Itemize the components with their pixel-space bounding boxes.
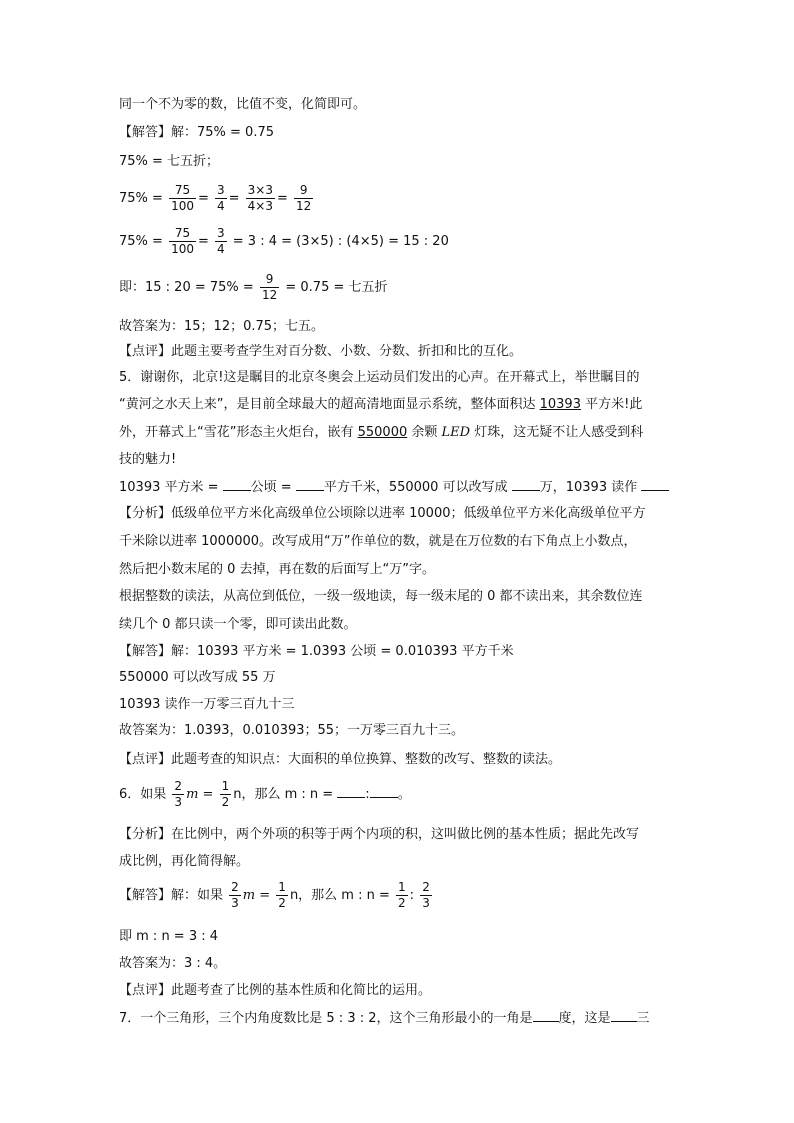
numerator: 3 — [217, 183, 225, 197]
answer-blank — [370, 785, 398, 798]
numerator: 1 — [398, 880, 406, 894]
denominator: 4 — [217, 199, 225, 213]
numerator: 75 — [169, 183, 196, 199]
answer-blank — [337, 785, 365, 798]
math-text: m = — [242, 888, 271, 903]
analysis-line: 成比例，再化简得解。 — [119, 854, 250, 869]
fraction — [172, 779, 184, 810]
text-line: 75% = 七五折； — [119, 154, 220, 169]
answer-line: 即 m : n = 3 : 4 — [119, 929, 219, 944]
denominator: 100 — [171, 242, 194, 256]
question-5-text — [119, 424, 643, 442]
answer-blank — [611, 1009, 637, 1022]
question-7-text — [119, 1009, 650, 1028]
fraction — [215, 226, 227, 257]
text-span: 公顷 = — [250, 480, 292, 495]
denominator: 12 — [296, 199, 312, 213]
text-span: 平方米!此 — [580, 397, 643, 412]
text-span: 度，这是 — [558, 1011, 611, 1026]
text-span: “黄河之水天上来”，是目前全球最大的超高清地面显示系统，整体面积达 — [119, 397, 540, 412]
fraction — [276, 880, 288, 911]
text-span: 6．如果 — [119, 787, 167, 802]
analysis-line: 【分析】在比例中，两个外项的积等于两个内项的积，这叫做比例的基本性质；据此先改写 — [119, 827, 640, 842]
question-6-text — [119, 778, 411, 812]
fraction — [420, 880, 432, 911]
denominator: 12 — [261, 288, 278, 302]
text-span: 三 — [636, 1011, 650, 1026]
text-span: n，那么 m : n = — [233, 787, 334, 802]
analysis-line: 【分析】低级单位平方米化高级单位公顷除以进率 10000；低级单位平方米化高级单位平方 — [119, 506, 646, 521]
equation-line: 75% = $\frac{75}{100}$ = $\frac{3}{4}$ = $\frac{3\times 3}{4\times 3}$ = $\frac{9}{12}$ — [119, 183, 312, 213]
equation-text: = 3 : 4 = (3×5) : (4×5) = 15 : 20 — [232, 234, 449, 249]
text-span: n，那么 m : n = — [289, 888, 390, 903]
numerator: 2 — [174, 779, 183, 793]
math-text: m = — [186, 787, 214, 802]
denominator: 4×3 — [247, 199, 273, 213]
analysis-line: 根据整数的读法，从高位到低位，一级一级地读，每一级末尾的 0 都不读出来，其余数位连 — [119, 589, 643, 604]
denominator: 4 — [217, 242, 225, 256]
fraction — [229, 880, 241, 911]
answer-line: 10393 读作一万零三百九十三 — [119, 697, 295, 712]
denominator: 3 — [231, 896, 239, 910]
fraction — [220, 779, 232, 810]
underlined-number: 10393 — [539, 397, 581, 412]
answer-blank — [533, 1009, 559, 1022]
question-5-prompt — [119, 478, 669, 497]
denominator: 2 — [398, 896, 406, 910]
text-span: 平方千米，550000 可以改写成 — [323, 480, 508, 495]
numerator: 3 — [217, 226, 225, 240]
denominator: 100 — [171, 199, 194, 213]
text-span: : — [365, 787, 370, 802]
question-5-text: 技的魅力! — [119, 452, 177, 467]
fraction — [215, 183, 227, 214]
analysis-line: 然后把小数末尾的 0 去掉，再在数的后面写上“万”字。 — [119, 562, 436, 577]
text-span: 【解答】解：如果 — [119, 888, 224, 903]
analysis-line: 续几个 0 都只读一个零，即可读出此数。 — [119, 617, 357, 632]
fraction — [169, 183, 196, 214]
denominator: 3 — [422, 896, 430, 910]
answer-line — [119, 879, 434, 913]
comment-line: 【点评】此题考查了比例的基本性质和化简比的运用。 — [119, 983, 432, 998]
fraction — [260, 272, 279, 303]
question-5-text — [119, 396, 642, 414]
text-span: 万，10393 读作 — [539, 480, 638, 495]
answer-summary: 故答案为：1.0393，0.010393；55；一万零三百九十三。 — [119, 723, 465, 738]
comment-line: 【点评】此题主要考查学生对百分数、小数、分数、折扣和比的互化。 — [119, 344, 523, 359]
numerator: 2 — [231, 880, 239, 894]
denominator: 2 — [221, 795, 230, 809]
text-span: 7．一个三角形，三个内角度数比是 5 : 3 : 2，这个三角形最小的一角是 — [119, 1011, 533, 1026]
answer-blank — [296, 478, 324, 491]
denominator: 2 — [278, 896, 286, 910]
fraction — [396, 880, 408, 911]
equation-text: 即：15 : 20 = 75% = — [119, 280, 254, 295]
text-span: 外，开幕式上“雪花”形态主火炬台，嵌有 — [119, 425, 358, 440]
text-span: : — [409, 888, 415, 903]
answer-line: 550000 可以改写成 55 万 — [119, 670, 276, 685]
equation-text: 75% = — [119, 234, 163, 249]
denominator: 3 — [174, 795, 183, 809]
numerator: 75 — [169, 226, 196, 242]
numerator: 1 — [221, 779, 230, 793]
text-line: 同一个不为零的数，比值不变，化简即可。 — [119, 97, 367, 112]
equation-line: 75% = $\frac{75}{100}$ = $\frac{3}{4}$ = 3 : 4 = (3×5) : (4×5) = 15 : 20 — [119, 226, 449, 256]
answer-line: 【解答】解：75% = 0.75 — [119, 125, 274, 140]
equation-text: = 0.75 = 七五折 — [285, 280, 388, 295]
question-5-text: 5．谢谢你，北京!这是瞩目的北京冬奥会上运动员们发出的心声。在开幕式上，举世瞩目的 — [119, 370, 640, 385]
analysis-line: 千米除以进率 1000000。改写成用“万”作单位的数，就是在万位数的右下角点上小数点， — [119, 534, 637, 549]
answer-summary: 故答案为：3 : 4。 — [119, 956, 227, 971]
answer-blank — [512, 478, 540, 491]
italic-term: LED — [441, 425, 471, 440]
equation-text: 75% = — [119, 191, 163, 206]
numerator: 9 — [260, 272, 279, 288]
text-span: 。 — [397, 787, 411, 802]
answer-line: 【解答】解：10393 平方米 = 1.0393 公顷 = 0.010393 平方千米 — [119, 644, 514, 659]
text-span: 余颗 — [407, 425, 442, 440]
answer-blank — [223, 478, 251, 491]
underlined-number: 550000 — [357, 425, 408, 440]
answer-blank — [641, 478, 669, 491]
equation-line — [119, 271, 388, 305]
fraction — [246, 183, 275, 214]
fraction — [169, 226, 196, 257]
comment-line: 【点评】此题考查的知识点：大面积的单位换算、整数的改写、整数的读法。 — [119, 752, 562, 767]
text-span: 灯珠，这无疑不让人感受到科 — [470, 425, 644, 440]
numerator: 2 — [422, 880, 430, 894]
numerator: 1 — [278, 880, 286, 894]
numerator: 3×3 — [247, 183, 273, 197]
answer-summary: 故答案为：15；12；0.75；七五。 — [119, 319, 325, 334]
fraction — [294, 183, 313, 214]
numerator: 9 — [294, 183, 313, 199]
text-span: 10393 平方米 = — [119, 480, 219, 495]
